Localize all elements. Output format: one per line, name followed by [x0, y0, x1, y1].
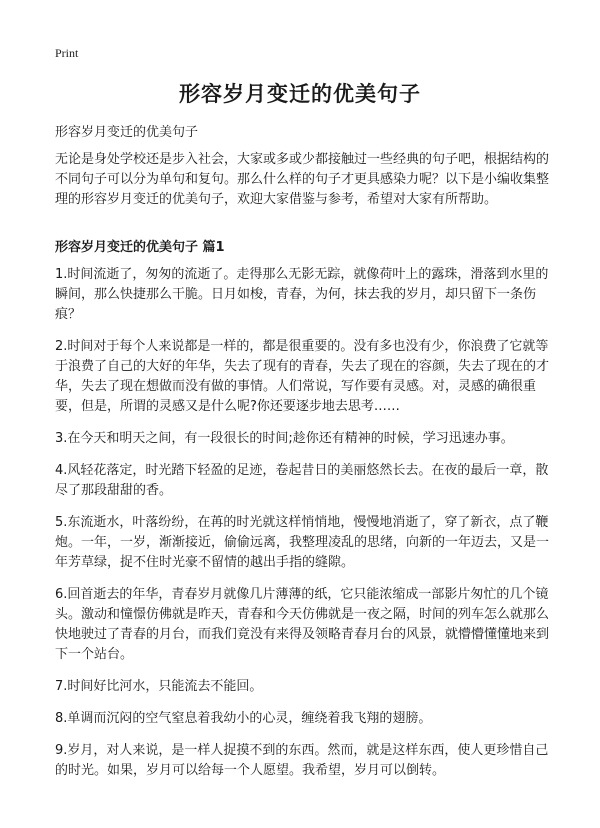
- sentence-list: [55, 265, 550, 793]
- list-item: 4.风轻花落定，时光踏下轻盈的足迹，卷起昔日的美丽悠然长去。在夜的最后一章，散尽了那段甜甜的香。: [55, 463, 549, 498]
- list-item: 1.时间流逝了，匆匆的流逝了。走得那么无影无踪，就像荷叶上的露珠，滑落到水里的瞬间，那么快捷那么干脆。日月如梭，青春，为何，抹去我的岁月，却只留下一条伤痕？: [55, 267, 549, 322]
- intro-paragraph: 无论是身处学校还是步入社会，大家或多或少都接触过一些经典的句子吧，根据结构的不同句子可以分为单句和复句。那么什么样的句子才更具感染力呢？以下是小编收集整理的形容岁月变迁的优美句子，欢迎大家借鉴与参考，希望对大家有所帮助。: [55, 152, 550, 207]
- list-item: 8.单调而沉闷的空气窒息着我幼小的心灵，缠绕着我飞翔的翅膀。: [55, 711, 432, 726]
- list-item: 9.岁月，对人来说，是一样人捉摸不到的东西。然而，就是这样东西，使人更珍惜自己的时光。如果，岁月可以给每一个人愿望。我希望，岁月可以倒转。: [55, 743, 549, 778]
- document-subtitle: 形容岁月变迁的优美句子: [55, 125, 199, 140]
- list-item: 5.东流逝水，叶落纷纷，在苒的时光就这样悄悄地，慢慢地消逝了，穿了新衣，点了鞭炮。一年，一岁，渐渐接近，偷偷远离，我整理凌乱的思绪，向新的一年迈去，又是一年芳草绿，捉不住时光豪不留情的越出手指的缝隙。: [55, 515, 550, 570]
- section-heading: 形容岁月变迁的优美句子 篇1: [55, 240, 225, 255]
- print-link[interactable]: Print: [55, 46, 79, 60]
- page-title: 形容岁月变迁的优美句子: [179, 82, 421, 106]
- list-item: 6.回首逝去的年华，青春岁月就像几片薄薄的纸，它只能浓缩成一部影片匆忙的几个镜头。激动和憧憬仿佛就是昨天，青春和今天仿佛就是一夜之隔，时间的列车怎么就那么快地驶过了青春的月台，而我们竟没有来得及领略青春月台的风景，就懵懵懂懂地来到下一个站台。: [55, 587, 550, 662]
- list-item: 3.在今天和明天之间，有一段很长的时间;趁你还有精神的时候，学习迅速办事。: [55, 431, 514, 446]
- list-item: 7.时间好比河水，只能流去不能回。: [55, 679, 263, 694]
- list-item: 2.时间对于每个人来说都是一样的，都是很重要的。没有多也没有少，你浪费了它就等于浪费了自己的大好的年华，失去了现有的青春，失去了现在的容颜，失去了现在的才华，失去了现在想做而没有做的事情。人们常说，写作要有灵感。对，灵感的确很重要，但是，所谓的灵感又是什么呢?你还要逐步地去思考……: [55, 339, 550, 414]
